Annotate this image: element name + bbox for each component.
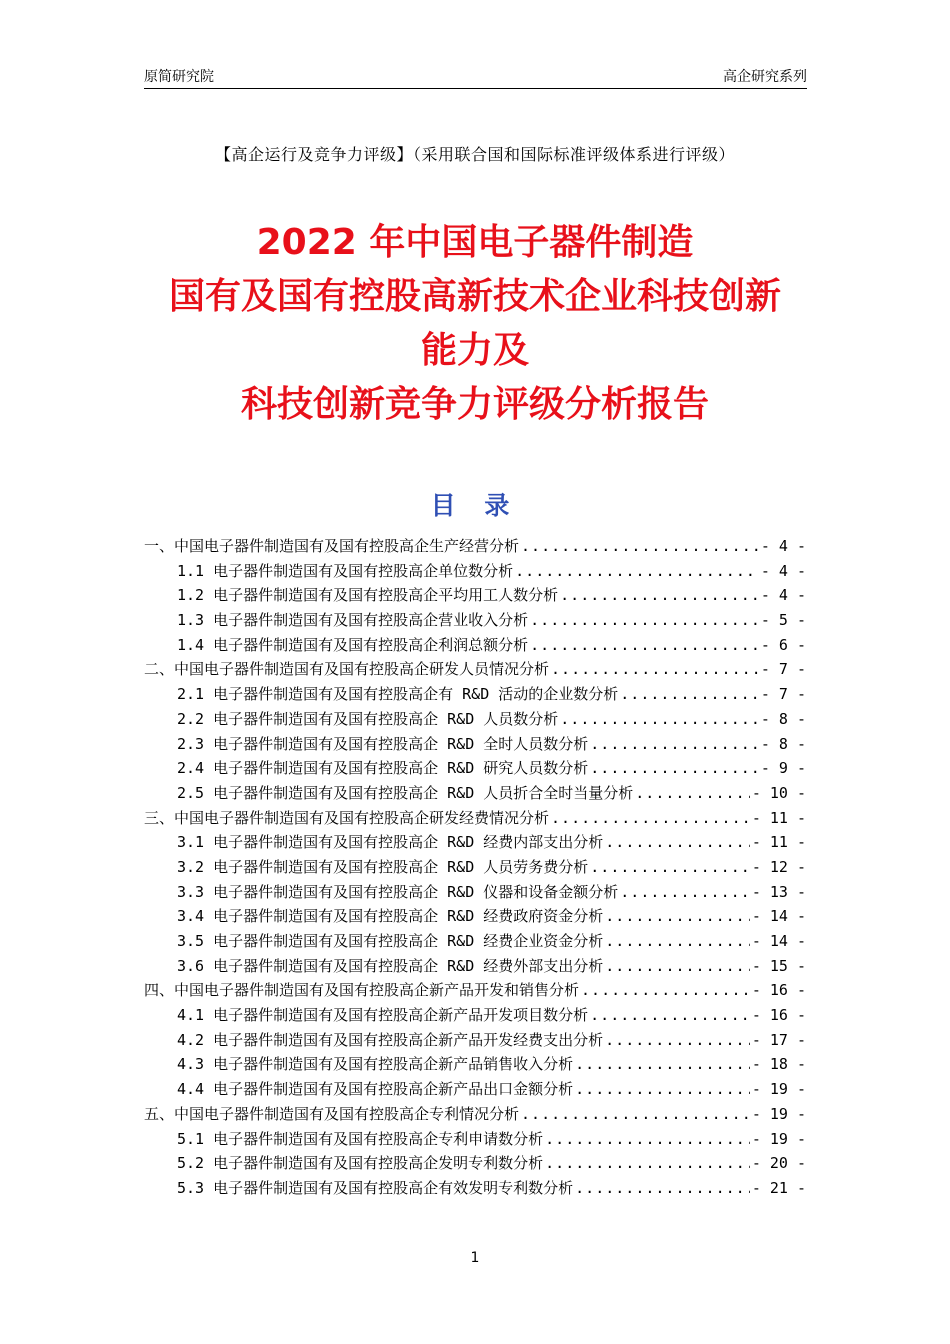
toc-entry[interactable] [144, 806, 806, 831]
toc-entry[interactable] [144, 830, 806, 855]
toc-dot-leader [560, 707, 759, 732]
toc-dot-leader [560, 583, 759, 608]
toc-dot-leader [575, 1077, 750, 1102]
toc-entry-title: 5.1 电子器件制造国有及国有控股高企专利申请数分析 [177, 1129, 544, 1148]
toc-dot-leader [530, 608, 759, 633]
toc-entry[interactable] [144, 880, 806, 905]
toc-dot-leader [605, 929, 750, 954]
toc-entry-title: 3.1 电子器件制造国有及国有控股高企 R&D 经费内部支出分析 [177, 833, 604, 852]
toc-dot-leader [545, 1151, 750, 1176]
report-title [0, 216, 950, 432]
toc-entry-title: 1.1 电子器件制造国有及国有控股高企单位数分析 [177, 561, 514, 580]
toc-entry-page: - 8 - [760, 709, 806, 728]
toc-entry[interactable] [144, 534, 806, 559]
toc-entry[interactable] [144, 657, 806, 682]
toc-entry-page: - 11 - [751, 833, 806, 852]
toc-entry-page: - 18 - [751, 1055, 806, 1074]
report-title-line: 科技创新竞争力评级分析报告 [240, 384, 709, 425]
toc-dot-leader [605, 830, 750, 855]
toc-entry-title: 2.3 电子器件制造国有及国有控股高企 R&D 全时人员数分析 [177, 734, 589, 753]
toc-entry-title: 二、中国电子器件制造国有及国有控股高企研发人员情况分析 [144, 660, 550, 679]
toc-entry-title: 3.5 电子器件制造国有及国有控股高企 R&D 经费企业资金分析 [177, 932, 604, 950]
toc-entry[interactable] [144, 1176, 806, 1201]
page-number: 1 [470, 1250, 480, 1266]
toc-entry-title: 5.2 电子器件制造国有及国有控股高企发明专利数分析 [177, 1154, 544, 1173]
toc-entry-title: 4.2 电子器件制造国有及国有控股高企新产品开发经费支出分析 [177, 1030, 604, 1049]
toc-entry-page: - 6 - [760, 635, 806, 654]
toc-entry[interactable] [144, 732, 806, 757]
toc-entry-page: - 10 - [751, 783, 806, 802]
report-title-line: 国有及国有控股高新技术企业科技创新 [168, 276, 781, 317]
toc-entry-page: - 15 - [751, 956, 806, 975]
toc-entry[interactable] [144, 904, 806, 929]
toc-entry[interactable] [144, 756, 806, 781]
toc-entry-page: - 4 - [760, 586, 806, 605]
toc-entry-page: - 4 - [760, 537, 806, 555]
toc-dot-leader [521, 534, 759, 559]
toc-dot-leader [620, 880, 750, 905]
toc-entry-page: - 9 - [760, 759, 806, 778]
toc-dot-leader [575, 1176, 750, 1201]
rating-tagline: 【高企运行及竞争力评级】（采用联合国和国际标准评级体系进行评级） [214, 145, 735, 164]
toc-dot-leader [605, 1028, 750, 1053]
toc-dot-leader [590, 1003, 750, 1028]
toc-dot-leader [590, 756, 759, 781]
toc-entry-page: - 7 - [760, 685, 806, 704]
toc-entry-title: 五、中国电子器件制造国有及国有控股高企专利情况分析 [144, 1104, 520, 1123]
toc-entry-title: 3.6 电子器件制造国有及国有控股高企 R&D 经费外部支出分析 [177, 956, 604, 975]
report-title-line: 能力及 [420, 330, 529, 371]
toc-entry[interactable] [144, 1077, 806, 1102]
toc-entry[interactable] [144, 1003, 806, 1028]
toc-entry[interactable] [144, 559, 806, 584]
toc-dot-leader [530, 633, 759, 658]
toc-entry[interactable] [144, 1028, 806, 1053]
toc-entry-title: 4.1 电子器件制造国有及国有控股高企新产品开发项目数分析 [177, 1006, 589, 1025]
header-org-name: 原简研究院 [144, 69, 214, 85]
header-series-name: 高企研究系列 [723, 69, 807, 85]
toc-entry-page: - 12 - [751, 857, 806, 876]
toc-dot-leader [605, 904, 750, 929]
toc-entry[interactable] [144, 583, 806, 608]
report-title-line: 2022 年中国电子器件制造 [256, 222, 694, 263]
toc-entry-page: - 4 - [760, 561, 806, 580]
toc-entry[interactable] [144, 929, 806, 954]
toc-entry-page: - 19 - [751, 1129, 806, 1148]
toc-dot-leader [590, 855, 750, 880]
toc-dot-leader [590, 732, 759, 757]
toc-entry[interactable] [144, 1151, 806, 1176]
toc-entry-title: 1.3 电子器件制造国有及国有控股高企营业收入分析 [177, 611, 529, 630]
toc-entry-page: - 13 - [751, 882, 806, 901]
toc-dot-leader [605, 954, 750, 979]
toc-entry-page: - 17 - [751, 1030, 806, 1049]
toc-entry[interactable] [144, 978, 806, 1003]
toc-entry-page: - 5 - [760, 611, 806, 630]
toc-entry-title: 1.4 电子器件制造国有及国有控股高企利润总额分析 [177, 635, 529, 654]
toc-dot-leader [635, 781, 750, 806]
toc-dot-leader [545, 1127, 750, 1152]
toc-dot-leader [551, 806, 750, 831]
toc-heading: 目 录 [430, 491, 520, 520]
table-of-contents [144, 534, 806, 1201]
toc-dot-leader [581, 978, 750, 1003]
toc-entry-page: - 21 - [751, 1178, 806, 1197]
toc-entry-title: 2.5 电子器件制造国有及国有控股高企 R&D 人员折合全时当量分析 [177, 783, 634, 802]
toc-entry-page: - 19 - [751, 1104, 806, 1123]
toc-entry-page: - 14 - [751, 907, 806, 926]
toc-entry[interactable] [144, 707, 806, 732]
toc-entry[interactable] [144, 608, 806, 633]
toc-entry-title: 4.3 电子器件制造国有及国有控股高企新产品销售收入分析 [177, 1055, 574, 1074]
toc-entry-title: 一、中国电子器件制造国有及国有控股高企生产经营分析 [144, 537, 520, 555]
toc-dot-leader [575, 1052, 750, 1077]
toc-entry-title: 2.2 电子器件制造国有及国有控股高企 R&D 人员数分析 [177, 709, 559, 728]
toc-entry-page: - 14 - [751, 932, 806, 950]
toc-entry-page: - 16 - [751, 1006, 806, 1025]
toc-entry-title: 四、中国电子器件制造国有及国有控股高企新产品开发和销售分析 [144, 981, 580, 1000]
toc-entry[interactable] [144, 1127, 806, 1152]
toc-entry[interactable] [144, 781, 806, 806]
toc-entry-page: - 19 - [751, 1080, 806, 1099]
toc-dot-leader [620, 682, 759, 707]
toc-entry[interactable] [144, 1102, 806, 1127]
toc-entry-page: - 20 - [751, 1154, 806, 1173]
toc-entry-title: 2.4 电子器件制造国有及国有控股高企 R&D 研究人员数分析 [177, 759, 589, 778]
toc-entry-title: 三、中国电子器件制造国有及国有控股高企研发经费情况分析 [144, 808, 550, 827]
toc-entry-title: 2.1 电子器件制造国有及国有控股高企有 R&D 活动的企业数分析 [177, 685, 619, 704]
page-header [144, 66, 807, 89]
toc-entry-title: 4.4 电子器件制造国有及国有控股高企新产品出口金额分析 [177, 1080, 574, 1099]
toc-entry-title: 3.3 电子器件制造国有及国有控股高企 R&D 仪器和设备金额分析 [177, 882, 619, 901]
toc-entry[interactable] [144, 954, 806, 979]
toc-dot-leader [521, 1102, 750, 1127]
toc-dot-leader [515, 559, 759, 584]
toc-entry-page: - 16 - [751, 981, 806, 1000]
toc-entry[interactable] [144, 633, 806, 658]
toc-dot-leader [551, 657, 759, 682]
toc-entry[interactable] [144, 855, 806, 880]
toc-entry-page: - 7 - [760, 660, 806, 679]
toc-entry[interactable] [144, 1052, 806, 1077]
toc-entry-page: - 11 - [751, 808, 806, 827]
toc-entry-title: 1.2 电子器件制造国有及国有控股高企平均用工人数分析 [177, 586, 559, 605]
toc-entry-page: - 8 - [760, 734, 806, 753]
toc-entry[interactable] [144, 682, 806, 707]
toc-entry-title: 3.4 电子器件制造国有及国有控股高企 R&D 经费政府资金分析 [177, 907, 604, 926]
toc-entry-title: 5.3 电子器件制造国有及国有控股高企有效发明专利数分析 [177, 1178, 574, 1197]
toc-entry-title: 3.2 电子器件制造国有及国有控股高企 R&D 人员劳务费分析 [177, 857, 589, 876]
